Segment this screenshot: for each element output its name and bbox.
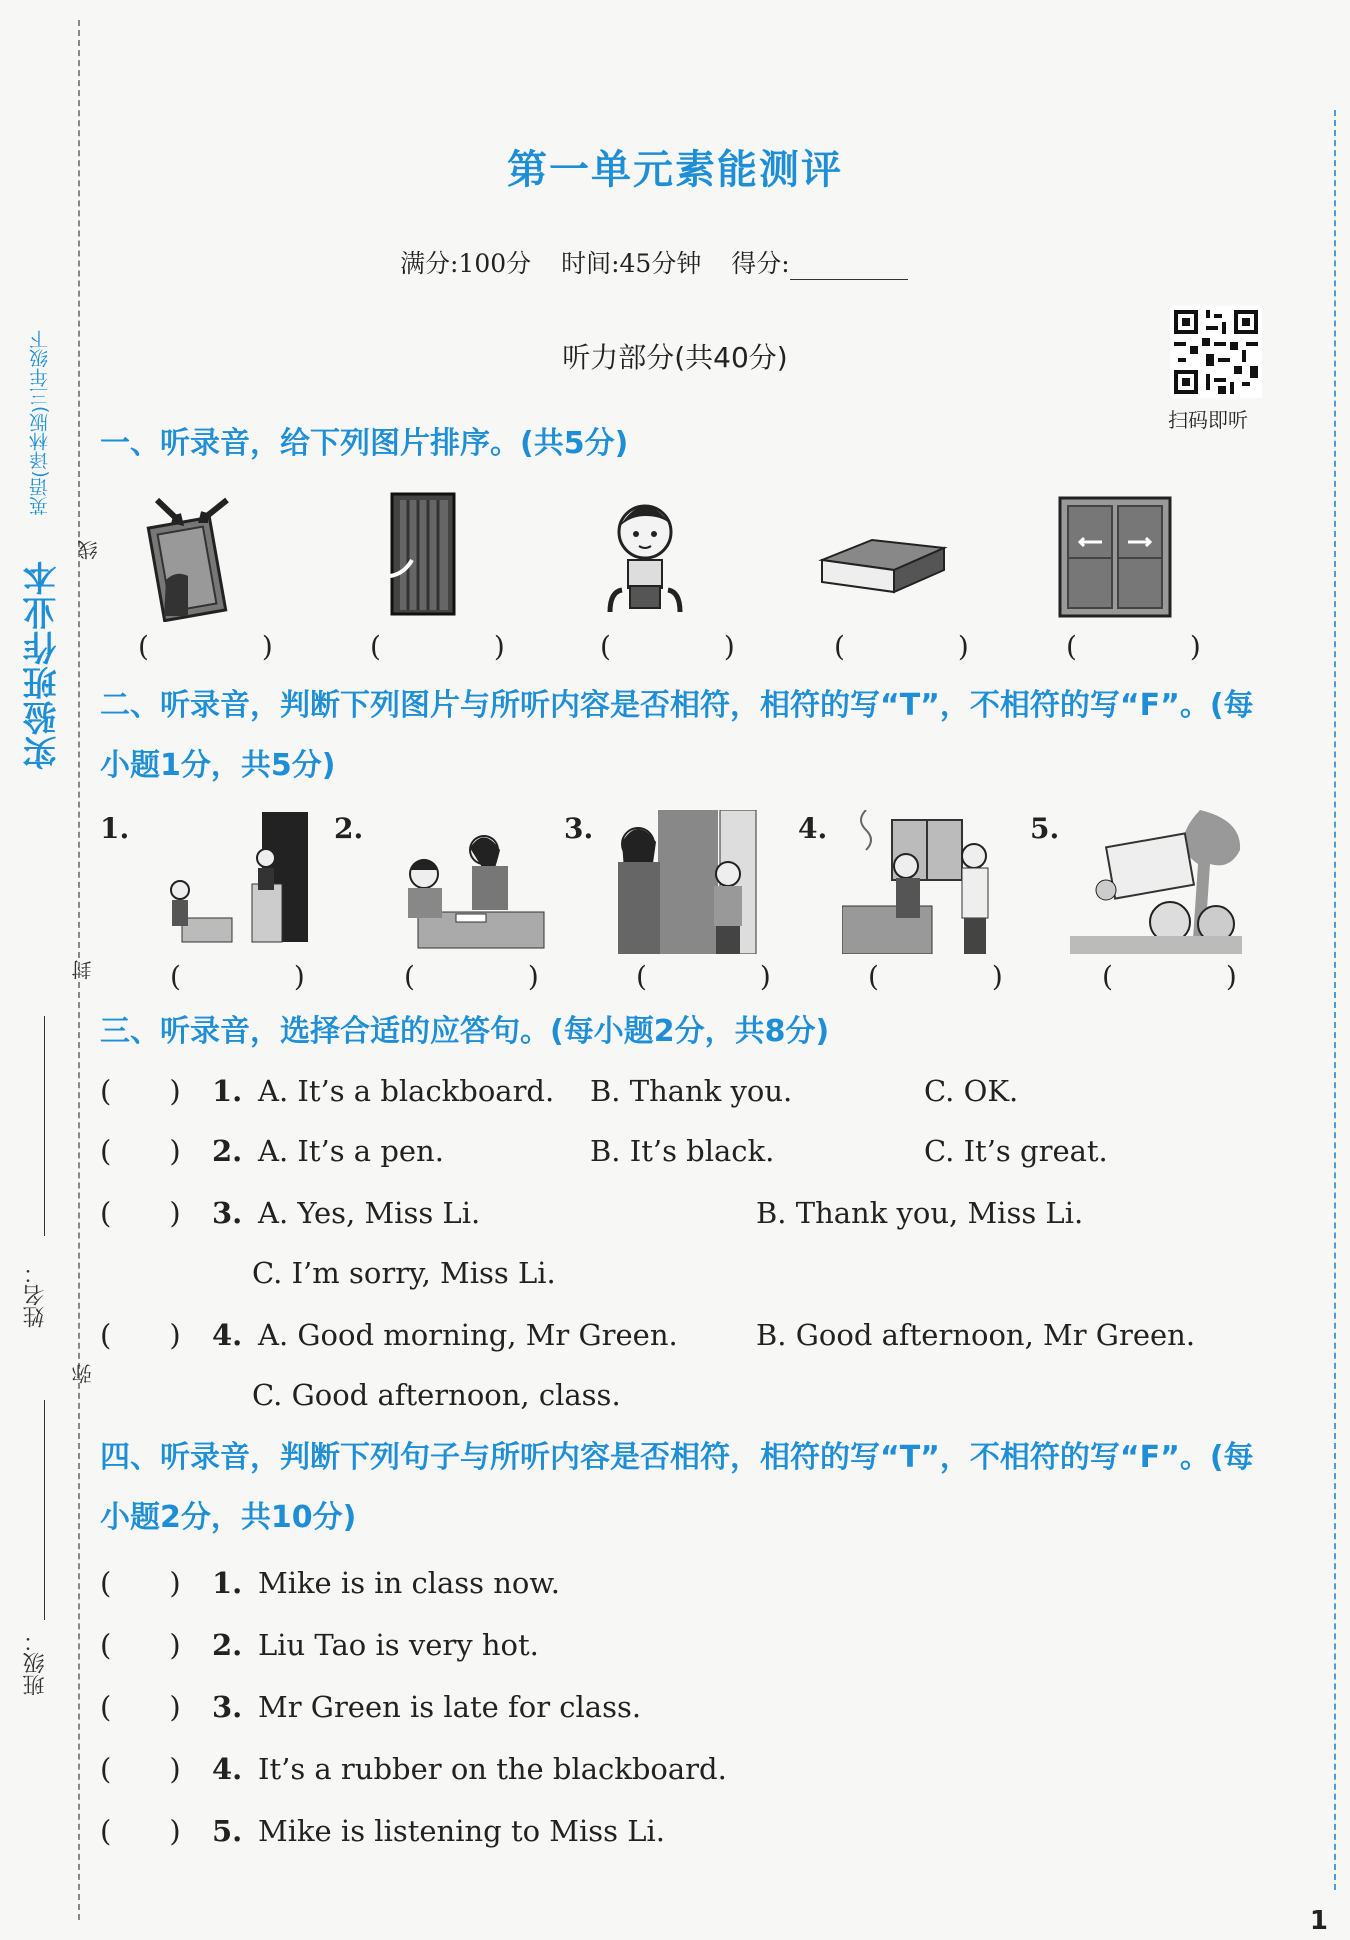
section-2-title: 二、听录音，判断下列图片与所听内容是否相符，相符的写“T”，不相符的写“F”。(每小题1分，共5分) <box>100 688 1254 783</box>
answer-paren-s2-1[interactable]: ( ) <box>170 960 357 993</box>
option-b: B. It’s black. <box>590 1134 775 1168</box>
s2-number-4: 4. <box>798 812 828 845</box>
answer-paren[interactable]: ( ) <box>100 1134 181 1168</box>
section-1-title: 一、听录音，给下列图片排序。(共5分) <box>100 426 629 461</box>
answer-paren-s2-2[interactable]: ( ) <box>404 960 591 993</box>
option-b: B. Thank you, Miss Li. <box>756 1196 1084 1230</box>
subject-label: 英语(译林版)三年级下 <box>29 330 51 516</box>
page-title: 第一单元素能测评 <box>507 147 843 193</box>
option-a: A. Good morning, Mr Green. <box>258 1318 678 1352</box>
outdoor-picture <box>1070 810 1242 954</box>
answer-paren[interactable]: ( ) <box>100 1196 181 1230</box>
answer-paren[interactable]: ( ) <box>100 1814 181 1848</box>
answer-paren[interactable]: ( ) <box>100 1628 181 1662</box>
boy-picture <box>600 492 690 622</box>
answer-paren-s1-3[interactable]: ( ) <box>600 630 787 663</box>
s3-question-4: ( ) 4. A. Good morning, Mr Green. B. Good afternoon, Mr Green. <box>100 1318 1196 1352</box>
full-score: 满分:100分 <box>400 249 532 278</box>
time-limit: 时间:45分钟 <box>561 249 702 278</box>
right-dashed-line <box>1334 110 1336 1890</box>
page-number: 1 <box>1309 1906 1328 1936</box>
s2-number-5: 5. <box>1030 812 1060 845</box>
brand-logo: 实验班作业本 <box>23 560 63 770</box>
score-label: 得分: <box>731 249 790 278</box>
answer-paren[interactable]: ( ) <box>100 1752 181 1786</box>
cut-mark-secret: 弥 <box>71 1364 95 1384</box>
answer-paren-s1-1[interactable]: ( ) <box>138 630 325 663</box>
door-knock-picture <box>608 810 758 954</box>
answer-paren-s2-4[interactable]: ( ) <box>868 960 1055 993</box>
s4-question-3: ( ) 3. Mr Green is late for class. <box>100 1690 642 1724</box>
exam-info <box>400 244 930 280</box>
s4-question-1: ( ) 1. Mike is in class now. <box>100 1566 560 1600</box>
name-blank[interactable] <box>44 1016 45 1236</box>
s2-number-2: 2. <box>334 812 364 845</box>
option-b: B. Thank you. <box>590 1074 793 1108</box>
s3-question-3-option-c: C. I’m sorry, Miss Li. <box>252 1256 556 1290</box>
classroom-picture <box>152 808 312 948</box>
score-blank[interactable] <box>790 253 908 280</box>
s4-question-5: ( ) 5. Mike is listening to Miss Li. <box>100 1814 665 1848</box>
answer-paren[interactable]: ( ) <box>100 1318 181 1352</box>
answer-paren-s2-3[interactable]: ( ) <box>636 960 823 993</box>
s3-question-2: ( ) 2. A. It’s a pen. B. It’s black. C. It’s great. <box>100 1134 1108 1168</box>
option-a: A. Yes, Miss Li. <box>258 1196 481 1230</box>
s3-question-4-option-c: C. Good afternoon, class. <box>252 1378 621 1412</box>
option-c: C. OK. <box>924 1074 1019 1108</box>
s2-number-3: 3. <box>564 812 594 845</box>
option-a: A. It’s a pen. <box>258 1134 444 1168</box>
mother-son-picture <box>378 826 548 950</box>
option-c: C. It’s great. <box>924 1134 1108 1168</box>
class-label: 班级： <box>23 1630 48 1696</box>
answer-paren-s1-4[interactable]: ( ) <box>834 630 1021 663</box>
pencil-box-picture <box>818 530 948 600</box>
answer-paren-s1-5[interactable]: ( ) <box>1066 630 1253 663</box>
answer-paren[interactable]: ( ) <box>100 1566 181 1600</box>
option-a: A. It’s a blackboard. <box>258 1074 555 1108</box>
answer-paren-s2-5[interactable]: ( ) <box>1102 960 1289 993</box>
class-blank[interactable] <box>44 1400 45 1620</box>
s4-question-4: ( ) 4. It’s a rubber on the blackboard. <box>100 1752 727 1786</box>
door-picture <box>382 490 462 620</box>
name-label: 姓名： <box>23 1262 48 1328</box>
section-4-title: 四、听录音，判断下列句子与所听内容是否相符，相符的写“T”，不相符的写“F”。(每小题2分，共10分) <box>100 1440 1254 1535</box>
answer-paren[interactable]: ( ) <box>100 1690 181 1724</box>
qr-caption: 扫码即听 <box>1168 408 1248 432</box>
s3-question-3: ( ) 3. A. Yes, Miss Li. B. Thank you, Miss Li. <box>100 1196 1084 1230</box>
cut-mark-line: 线 <box>77 540 101 560</box>
book-picture <box>142 492 242 622</box>
cut-mark-seal: 封 <box>71 960 95 980</box>
listening-part-heading: 听力部分(共40分) <box>562 341 788 374</box>
option-b: B. Good afternoon, Mr Green. <box>756 1318 1196 1352</box>
window-picture <box>1056 494 1174 620</box>
qr-code-icon[interactable] <box>1170 306 1262 398</box>
s2-number-1: 1. <box>100 812 130 845</box>
section-3-title: 三、听录音，选择合适的应答句。(每小题2分，共8分) <box>100 1014 830 1049</box>
answer-paren[interactable]: ( ) <box>100 1074 181 1108</box>
s4-question-2: ( ) 2. Liu Tao is very hot. <box>100 1628 539 1662</box>
answer-paren-s1-2[interactable]: ( ) <box>370 630 557 663</box>
s3-question-1: ( ) 1. A. It’s a blackboard. B. Thank you. C. OK. <box>100 1074 1019 1108</box>
kitchen-picture <box>842 810 1012 954</box>
